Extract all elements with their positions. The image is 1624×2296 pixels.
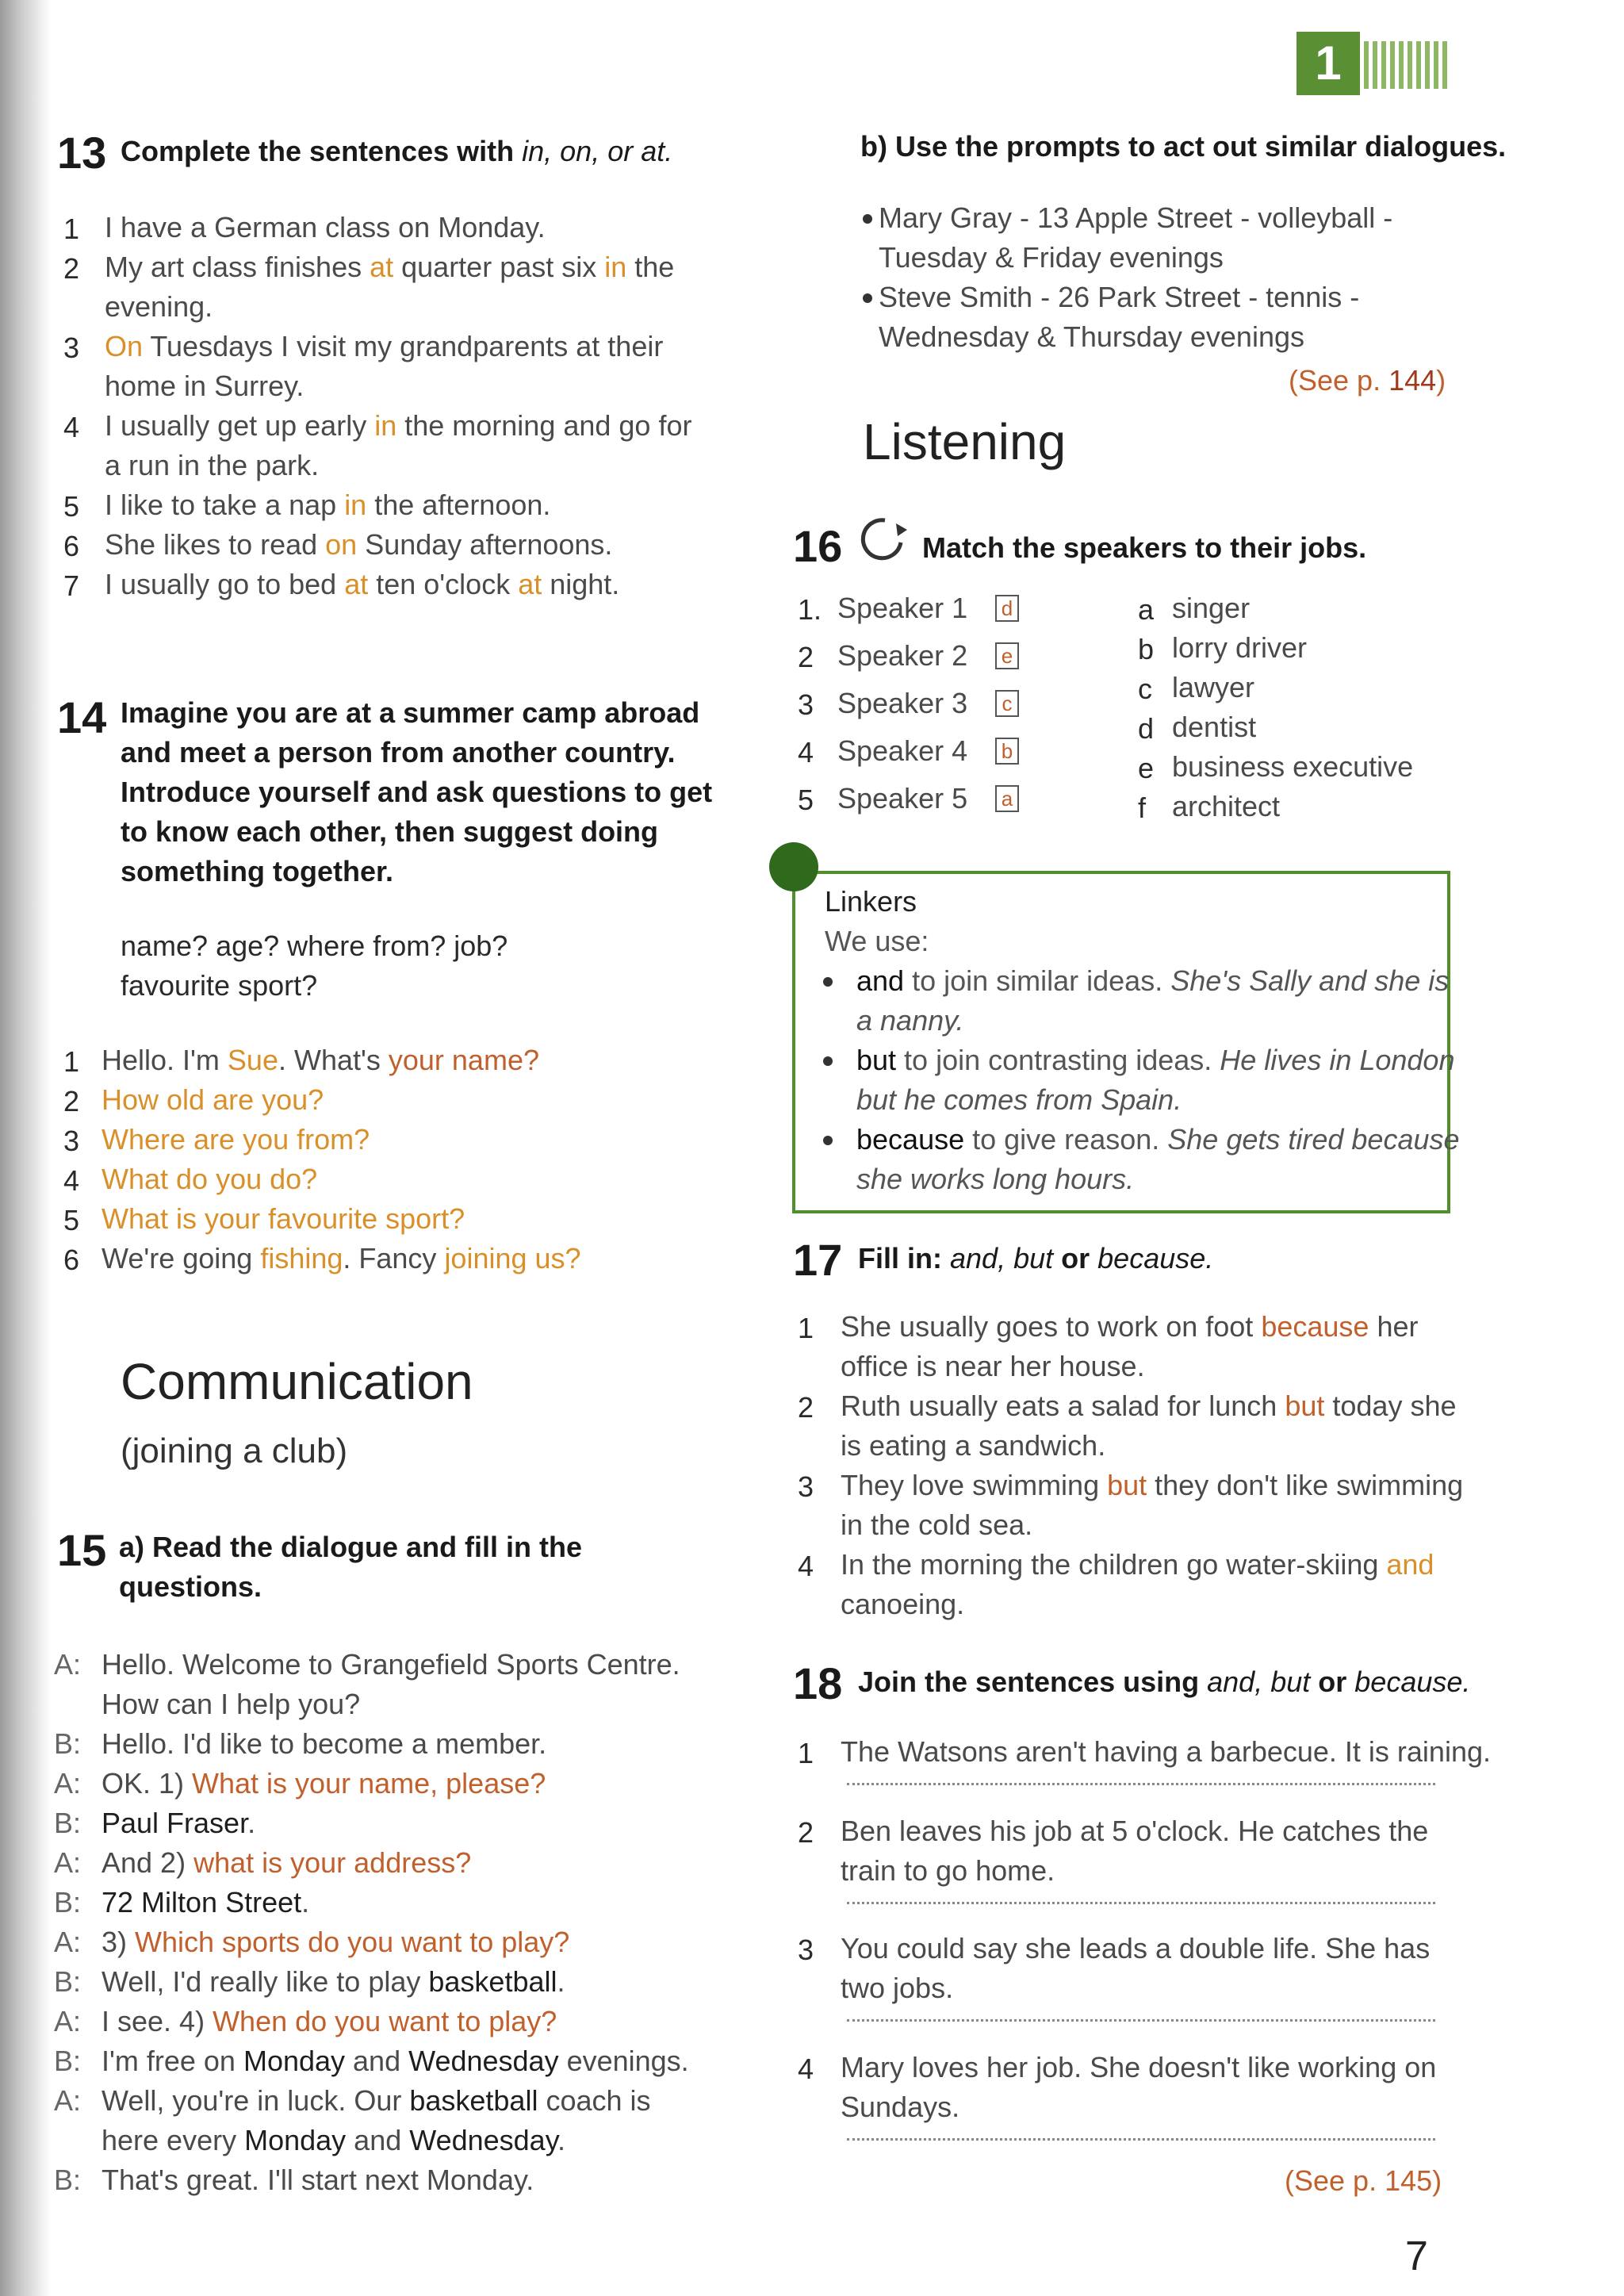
- sentence-line-2: [105, 287, 213, 327]
- exercise-title-line-1: a) Read the dialogue and fill in the: [119, 1531, 583, 1563]
- dialogue-line: [102, 2081, 651, 2121]
- item-number: 1: [798, 1737, 814, 1769]
- text-segment: Monday: [244, 2124, 347, 2156]
- item-number: 5: [63, 1204, 80, 1236]
- dialogue-line: [102, 2160, 534, 2200]
- text-segment: Monday: [243, 2045, 346, 2077]
- item-number: 5: [798, 784, 814, 816]
- linkers-intro: We use:: [825, 925, 929, 957]
- bullet-icon: [863, 293, 872, 303]
- sentence-line-2: [841, 1505, 1032, 1545]
- title-options: in, on, or at.: [522, 135, 673, 167]
- job-letter: a: [1138, 593, 1155, 626]
- text-segment: That's great. I'll start next Monday.: [102, 2164, 534, 2196]
- text-segment: And 2): [102, 1846, 194, 1879]
- linkers-title: Linkers: [825, 885, 917, 918]
- answer-line: [102, 1239, 581, 1278]
- text-segment: evenings.: [558, 2045, 689, 2077]
- text-segment: but: [1285, 1389, 1325, 1422]
- bullet-line-2: Wednesday & Thursday evenings: [879, 320, 1304, 353]
- exercise-number: 13: [57, 128, 107, 178]
- job-letter: d: [1138, 712, 1155, 745]
- linker-example-2: she works long hours.: [856, 1163, 1135, 1195]
- sentence-line: [105, 565, 619, 604]
- title-and: and, but: [1207, 1665, 1311, 1698]
- linker-example-2: a nanny.: [856, 1004, 964, 1037]
- text-segment: OK. 1): [102, 1767, 193, 1800]
- answer-dotted-line: [847, 2138, 1435, 2141]
- linker-line: [856, 1120, 1460, 1159]
- title-line: and meet a person from another country.: [121, 736, 676, 769]
- text-segment: They love swimming: [841, 1469, 1108, 1501]
- text-segment: her: [1369, 1310, 1419, 1343]
- text-segment: but: [1107, 1469, 1147, 1501]
- text-segment: is eating a sandwich.: [841, 1429, 1106, 1462]
- title-line: Introduce yourself and ask questions to get: [121, 776, 713, 808]
- title-or: or: [1318, 1665, 1347, 1698]
- title-line: something together.: [121, 855, 394, 887]
- answer-box: a: [995, 785, 1019, 812]
- text-segment: canoeing.: [841, 1588, 965, 1620]
- exercise-title-line-2: questions.: [119, 1570, 262, 1603]
- linker-line: [856, 961, 1449, 1001]
- text-segment: What do you do?: [102, 1163, 318, 1195]
- sentence-line: [105, 247, 674, 287]
- item-number: 3: [63, 332, 80, 364]
- text-segment: She usually goes to work on foot: [841, 1310, 1262, 1343]
- text-segment: On: [105, 330, 144, 362]
- answer-box: b: [995, 738, 1019, 765]
- job-name: lawyer: [1172, 671, 1255, 703]
- job-letter: f: [1138, 792, 1147, 824]
- dialogue-line: [102, 1764, 546, 1803]
- item-number: 3: [798, 688, 814, 721]
- text-segment: How can I help you?: [102, 1688, 361, 1720]
- speaker-label: B:: [54, 1886, 82, 1918]
- see-close: ): [1436, 364, 1446, 397]
- see-text: (See p.: [1289, 364, 1389, 397]
- text-segment: 3): [102, 1926, 136, 1958]
- item-number: 4: [798, 1550, 814, 1582]
- linker-example-2: but he comes from Spain.: [856, 1083, 1182, 1116]
- item-number: 4: [798, 2053, 814, 2085]
- see-page-reference: [1289, 361, 1446, 401]
- speaker-label: Speaker 2: [837, 639, 968, 672]
- exercise-number: 15: [57, 1525, 107, 1575]
- text-segment: basketball: [409, 2084, 538, 2117]
- title-last: because.: [1097, 1242, 1214, 1274]
- text-segment: the morning and go for: [396, 409, 692, 442]
- answer-dotted-line: [847, 1783, 1435, 1785]
- text-segment: Tuesdays I visit my grandparents at their: [143, 330, 664, 362]
- sentence-line: [105, 525, 612, 565]
- sentence-line-2: Sundays.: [841, 2091, 960, 2123]
- text-segment: I usually go to bed: [105, 568, 345, 600]
- title-because: because.: [1354, 1665, 1471, 1698]
- exercise-title: Match the speakers to their jobs.: [922, 531, 1367, 564]
- text-segment: . What's: [278, 1044, 389, 1076]
- text-segment: home in Surrey.: [105, 370, 304, 402]
- answer-box: c: [995, 690, 1019, 717]
- text-segment: the: [626, 251, 675, 283]
- text-segment: Paul Fraser: [102, 1807, 248, 1839]
- text-segment: Which sports do you want to play?: [135, 1926, 570, 1958]
- text-segment: I'm free on: [102, 2045, 243, 2077]
- text-segment: .: [557, 2124, 566, 2156]
- linker-example: She's Sally and she is: [1170, 964, 1450, 997]
- sentence-line: [105, 406, 691, 446]
- speaker-label: B:: [54, 1965, 82, 1998]
- sentence-line-2: [105, 366, 304, 406]
- text-segment: . Fancy: [343, 1242, 445, 1274]
- text-segment: they don't like swimming: [1147, 1469, 1464, 1501]
- text-segment: and: [345, 2045, 409, 2077]
- linker-word: and: [856, 964, 905, 997]
- text-segment: What is your name, please?: [192, 1767, 546, 1800]
- text-segment: and: [346, 2124, 410, 2156]
- exercise-title: [121, 693, 712, 891]
- item-number: 2: [63, 1085, 80, 1117]
- sentence-line-2: train to go home.: [841, 1854, 1055, 1887]
- linkers-badge-icon: [769, 842, 818, 891]
- listening-heading: Listening: [863, 413, 1067, 470]
- item-number: 2: [798, 1391, 814, 1424]
- dialogue-line: [102, 1922, 569, 1962]
- text-segment: and: [1386, 1548, 1434, 1581]
- text-segment: at: [518, 568, 542, 600]
- answer-dotted-line: [847, 1902, 1435, 1904]
- text-segment: Where are you from?: [102, 1123, 370, 1156]
- unit-tab-stripes: [1364, 41, 1451, 89]
- answer-line: [102, 1041, 539, 1080]
- title-text: Join the sentences using: [858, 1665, 1200, 1698]
- sentence-line: [841, 1386, 1457, 1426]
- item-number: 1: [63, 1045, 80, 1078]
- bullet-line-2: Tuesday & Friday evenings: [879, 241, 1224, 274]
- text-segment: Wednesday: [409, 2124, 558, 2156]
- speaker-label: A:: [54, 1846, 82, 1879]
- text-segment: night.: [542, 568, 620, 600]
- speaker-label: Speaker 3: [837, 687, 968, 719]
- speaker-label: A:: [54, 2084, 82, 2117]
- sentence-line-2: [841, 1426, 1105, 1466]
- sentence-line: [841, 1466, 1463, 1505]
- text-segment: evening.: [105, 290, 213, 323]
- sentence-line: [105, 208, 546, 247]
- item-number: 2: [798, 641, 814, 673]
- answer-dotted-line: [847, 2019, 1435, 2022]
- text-segment: the afternoon.: [366, 489, 551, 521]
- bullet-icon: [823, 1136, 833, 1145]
- text-segment: .: [301, 1886, 310, 1918]
- job-letter: e: [1138, 752, 1155, 784]
- exercise-number: 17: [793, 1235, 843, 1285]
- sentence-line: [105, 327, 663, 366]
- text-segment: My art class finishes: [105, 251, 370, 283]
- linker-example: He lives in London: [1220, 1044, 1455, 1076]
- dialogue-line: [102, 1883, 309, 1922]
- linker-word: because: [856, 1123, 965, 1156]
- sentence-line-2: [841, 1347, 1145, 1386]
- speaker-label: A:: [54, 2005, 82, 2037]
- sentence-line-2: two jobs.: [841, 1972, 954, 2004]
- item-number: 2: [798, 1816, 814, 1849]
- speaker-label: B:: [54, 1807, 82, 1839]
- exercise-number: 16: [793, 521, 843, 571]
- title-line: Imagine you are at a summer camp abroad: [121, 696, 700, 729]
- page-number: 7: [1405, 2233, 1428, 2279]
- text-segment: office is near her house.: [841, 1350, 1145, 1382]
- job-name: business executive: [1172, 750, 1414, 783]
- job-name: dentist: [1172, 711, 1257, 743]
- text-segment: We're going: [102, 1242, 261, 1274]
- exercise-title: [858, 1662, 1470, 1702]
- page-binding-shadow: [0, 0, 51, 2296]
- answer-box: e: [995, 642, 1019, 669]
- text-segment: How old are you?: [102, 1083, 324, 1116]
- title-or: or: [1061, 1242, 1090, 1274]
- bullet-icon: [823, 1056, 833, 1066]
- item-number: 3: [798, 1470, 814, 1503]
- prompts-line-2: favourite sport?: [121, 969, 318, 1002]
- linker-text: to give reason.: [964, 1123, 1168, 1156]
- text-segment: a run in the park.: [105, 449, 320, 481]
- speaker-label: B:: [54, 2164, 82, 2196]
- communication-heading: Communication: [121, 1353, 473, 1410]
- job-name: singer: [1172, 592, 1251, 624]
- text-segment: fishing: [260, 1242, 343, 1274]
- item-number: 1: [63, 213, 80, 245]
- speaker-label: Speaker 1: [837, 592, 968, 624]
- text-segment: joining us?: [444, 1242, 581, 1274]
- exercise-title: [121, 132, 672, 171]
- text-segment: Hello. I'd like to become a member.: [102, 1727, 547, 1760]
- job-letter: b: [1138, 633, 1155, 665]
- text-segment: Sue: [227, 1044, 278, 1076]
- sentence-line: Mary loves her job. She doesn't like working on: [841, 2051, 1437, 2083]
- title-text: Complete the sentences with: [121, 135, 515, 167]
- speaker-label: Speaker 5: [837, 782, 968, 815]
- text-segment: basketball: [428, 1965, 557, 1998]
- text-segment: When do you want to play?: [213, 2005, 557, 2037]
- text-segment: .: [557, 1965, 565, 1998]
- text-segment: here every: [102, 2124, 245, 2156]
- item-number: 4: [63, 411, 80, 443]
- text-segment: at: [344, 568, 369, 600]
- job-name: architect: [1172, 790, 1281, 822]
- text-segment: I usually get up early: [105, 409, 375, 442]
- dialogue-line: [102, 2002, 557, 2041]
- text-segment: your name?: [388, 1044, 539, 1076]
- item-number: 4: [63, 1164, 80, 1197]
- text-segment: in: [344, 489, 367, 521]
- bullet-line-1: Mary Gray - 13 Apple Street - volleyball -: [879, 201, 1393, 234]
- item-number: 4: [798, 736, 814, 769]
- sentence-line: The Watsons aren't having a barbecue. It is raining.: [841, 1735, 1491, 1768]
- sentence-line-2: [105, 446, 319, 485]
- dialogue-line: [102, 1645, 680, 1685]
- dialogue-line: [102, 1962, 565, 2002]
- item-number: 7: [63, 569, 80, 602]
- dialogue-line: [102, 1724, 546, 1764]
- dialogue-line: [102, 1685, 360, 1724]
- text-segment: in: [604, 251, 627, 283]
- communication-subheading: (joining a club): [121, 1432, 348, 1470]
- text-segment: Wednesday: [408, 2045, 559, 2077]
- text-segment: Sunday afternoons.: [357, 528, 613, 561]
- speaker-label: B:: [54, 1727, 82, 1760]
- title-text: Fill in:: [858, 1242, 942, 1274]
- exercise-title: [858, 1239, 1213, 1278]
- text-segment: today she: [1324, 1389, 1457, 1422]
- sentence-line-2: [841, 1585, 964, 1624]
- linker-text: to join contrasting ideas.: [896, 1044, 1220, 1076]
- item-number: 1.: [798, 593, 822, 626]
- item-number: 6: [63, 530, 80, 562]
- text-segment: at: [370, 251, 394, 283]
- linker-example: She gets tired because: [1167, 1123, 1460, 1156]
- linker-text: to join similar ideas.: [904, 964, 1171, 997]
- see-page-reference: (See p. 145): [1285, 2164, 1442, 2197]
- linker-word: but: [856, 1044, 897, 1076]
- speaker-label: A:: [54, 1767, 82, 1800]
- title-options: and, but: [950, 1242, 1054, 1274]
- text-segment: I like to take a nap: [105, 489, 345, 521]
- bullet-icon: [823, 977, 833, 987]
- bullet-icon: [863, 214, 872, 224]
- text-segment: because: [1261, 1310, 1369, 1343]
- dialogue-line: [102, 2041, 689, 2081]
- sentence-line: You could say she leads a double life. She has: [841, 1932, 1431, 1964]
- item-number: 2: [63, 252, 80, 285]
- text-segment: Well, you're in luck. Our: [102, 2084, 410, 2117]
- answer-box: d: [995, 595, 1019, 622]
- text-segment: in the cold sea.: [841, 1508, 1033, 1541]
- text-segment: 72 Milton Street: [102, 1886, 302, 1918]
- item-number: 3: [63, 1125, 80, 1157]
- text-segment: She likes to read: [105, 528, 326, 561]
- exercise-number: 14: [57, 692, 107, 742]
- text-segment: I have a German class on Monday.: [105, 211, 546, 243]
- speaker-label: B:: [54, 2045, 82, 2077]
- see-page: 144: [1388, 364, 1437, 397]
- answer-line: [102, 1120, 370, 1159]
- prompts-line-1: name? age? where from? job?: [121, 930, 508, 962]
- sentence-line: [105, 485, 550, 525]
- item-number: 1: [798, 1312, 814, 1344]
- text-segment: In the morning the children go water-skiing: [841, 1548, 1387, 1581]
- item-number: 6: [63, 1244, 80, 1276]
- item-number: 3: [798, 1934, 814, 1966]
- text-segment: What is your favourite sport?: [102, 1202, 465, 1235]
- exercise-title: b) Use the prompts to act out similar dialogues.: [860, 130, 1507, 163]
- text-segment: .: [247, 1807, 256, 1839]
- linker-line: [856, 1041, 1454, 1080]
- exercise-number: 18: [793, 1658, 843, 1708]
- title-line: to know each other, then suggest doing: [121, 815, 659, 848]
- sentence-line: [841, 1307, 1418, 1347]
- answer-line: [102, 1199, 465, 1239]
- speaker-label: Speaker 4: [837, 734, 968, 767]
- job-name: lorry driver: [1172, 631, 1308, 664]
- text-segment: Hello. I'm: [102, 1044, 228, 1076]
- dialogue-line: [102, 2121, 565, 2160]
- text-segment: Ruth usually eats a salad for lunch: [841, 1389, 1285, 1422]
- speaker-label: A:: [54, 1926, 82, 1958]
- text-segment: coach is: [538, 2084, 651, 2117]
- text-segment: on: [325, 528, 358, 561]
- job-letter: c: [1138, 673, 1152, 705]
- sentence-line: [841, 1545, 1434, 1585]
- dialogue-line: [102, 1803, 255, 1843]
- dialogue-line: [102, 1843, 471, 1883]
- text-segment: in: [374, 409, 397, 442]
- text-segment: what is your address?: [193, 1846, 472, 1879]
- speaker-label: A:: [54, 1648, 82, 1681]
- text-segment: quarter past six: [393, 251, 605, 283]
- text-segment: Hello. Welcome to Grangefield Sports Centre.: [102, 1648, 680, 1681]
- item-number: 5: [63, 490, 80, 523]
- text-segment: I see. 4): [102, 2005, 213, 2037]
- unit-tab: 1: [1297, 32, 1360, 95]
- bullet-line-1: Steve Smith - 26 Park Street - tennis -: [879, 281, 1360, 313]
- audio-cd-icon: [855, 514, 910, 562]
- answer-line: [102, 1159, 317, 1199]
- text-segment: ten o'clock: [368, 568, 519, 600]
- text-segment: Well, I'd really like to play: [102, 1965, 429, 1998]
- sentence-line: Ben leaves his job at 5 o'clock. He catches the: [841, 1815, 1429, 1847]
- answer-line: [102, 1080, 324, 1120]
